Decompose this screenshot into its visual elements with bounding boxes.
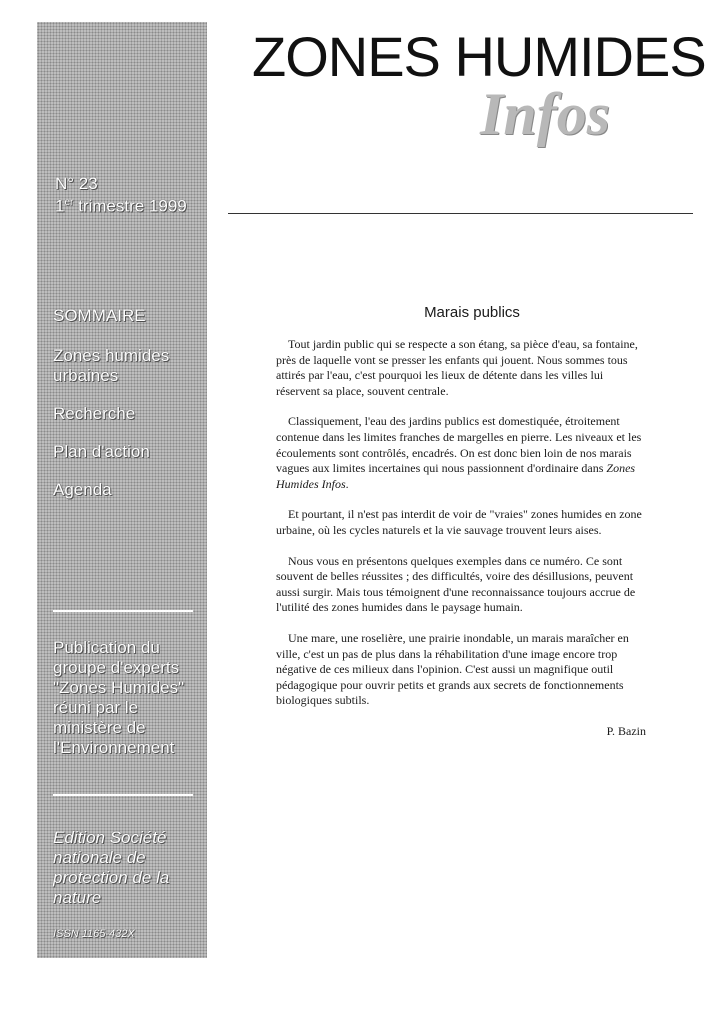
article-paragraph: Une mare, une roselière, une prairie inondable, un marais maraîcher en ville, c'est un pas de plus dans la réhabilitation d'une image encore trop négative de ces milieux dans l'opinion. C'est aussi un magnifique outil pédagogique pour ouvrir petits et grands aux secrets de fonctionnements biologiques subtils. [276,630,629,708]
issue-info [55,174,187,216]
masthead-title: ZONES HUMIDES [252,25,706,88]
toc-item-agenda[interactable]: Agenda [53,480,112,499]
article-paragraph: Nous vous en présentons quelques exemples dans ce numéro. Ce sont souvent de belles réussites ; des difficultés, voire des désillusions, peuvent aussi surgir. Mais tous témoignent d'une reconnaissance toujours accrue de l'utilité des zones humides dans le paysage humain. [276,553,636,615]
masthead-subtitle: Infos [480,81,611,147]
toc-item-recherche[interactable]: Recherche [53,404,136,423]
article-paragraph: Et pourtant, il n'est pas interdit de voir de "vraies" zones humides en zone urbaine, où les cycles naturels et la vie sauvage trouvent leurs aises. [276,507,642,537]
edition-credit: Edition Société nationale de protection de la nature [53,828,170,907]
toc-item-zones-humides-urbaines[interactable]: Zones humides urbaines [53,346,170,385]
article-title: Marais publics [424,304,520,321]
article-author: P. Bazin [606,723,646,738]
article-paragraph: Classiquement, l'eau des jardins publics est domestiquée, étroitement contenue dans les limites franches de margelles en pierre. Les niveaux et les écoulements sont contrôlés, encadrés. On est donc bien loin de nos marais vagues aux limites incertaines qui nous passionnent d'ordinaire dans Zones Humides Infos. [276,414,642,491]
publication-credit: Publication du groupe d'experts "Zones Humides" réuni par le ministère de l'Environnement [53,638,185,757]
sidebar-divider [53,610,193,612]
masthead [252,24,706,164]
publication-name: Zones Humides Infos [276,461,636,491]
article [276,304,646,739]
article-paragraph: Tout jardin public qui se respecte a son étang, sa pièce d'eau, sa fontaine, près de laquelle vont se presser les enfants qui jouent. Nous sommes tous attirés par l'eau, c'est pourquoi les lieux de détente dans les villes lui réservent sa place, souvent centrale. [276,337,638,398]
issue-period: 1er trimestre 1999 [55,196,187,216]
header-divider [228,213,693,214]
issue-number: N° 23 [55,174,98,193]
toc-item-plan-action[interactable]: Plan d'action [53,442,150,461]
issn-number: ISSN 1165-432X [53,928,135,940]
sidebar-divider [53,794,193,796]
sidebar [37,22,207,958]
table-of-contents [53,346,193,518]
sommaire-heading: SOMMAIRE [53,306,146,325]
